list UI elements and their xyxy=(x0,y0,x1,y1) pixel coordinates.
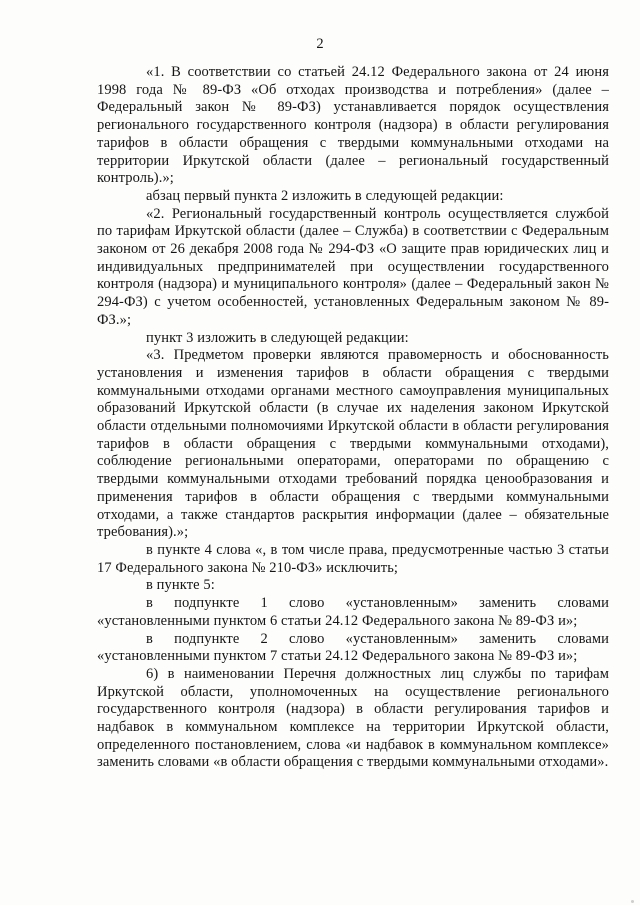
paragraph-point-3: «3. Предметом проверки являются правомерность и обоснованность установления и изменения тарифов в области обращения с твердыми коммунальными отходами органами местного самоуправления муниципальных образований Иркутской области (в случае их наделения законом Иркутской области отдельными полномочиями Иркутской области в области регулирования тарифов в области обращения с твердыми коммунальными отходами), соблюдение региональными операторами, операторами по обращению с твердыми коммунальными отходами требований порядка ценообразования и применения тарифов в области обращения с твердыми коммунальными отходами, а также стандартов раскрытия информации (далее – обязательные требования).»; xyxy=(97,347,609,541)
paragraph-point-2-instruction: абзац первый пункта 2 изложить в следующей редакции: xyxy=(146,187,504,204)
paragraph-item-6: 6) в наименовании Перечня должностных лиц службы по тарифам Иркутской области, уполномоченных на осуществление регионального государственного контроля (надзора) в области регулирования тарифов и надбавок в коммунальном комплексе на территории Иркутской области, определенного постановлением, слова «и надбавок в коммунальном комплексе» заменить словами «в области обращения с твердыми коммунальными отходами». xyxy=(97,665,609,771)
paragraph-subpoint-2: в подпункте 2 слово «установленным» заменить словами «установленными пунктом 7 статьи 24.12 Федерального закона № 89-ФЗ и»; xyxy=(97,630,609,665)
document-body xyxy=(97,64,609,772)
paragraph-point-4-amendment: в пункте 4 слова «, в том числе права, предусмотренные частью 3 статьи 17 Федерального закона № 210-ФЗ» исключить; xyxy=(97,541,609,576)
paragraph-point-1: «1. В соответствии со статьей 24.12 Федерального закона от 24 июня 1998 года № 89-ФЗ «Об отходах производства и потребления» (далее – Федеральный закон № 89-ФЗ) устанавливается порядок осуществления регионального государственного контроля (надзора) в области регулирования тарифов в области обращения с твердыми коммунальными отходами на территории Иркутской области (далее – региональный государственный контроль).»; xyxy=(97,64,609,187)
scan-speck xyxy=(631,900,634,903)
paragraph-point-2: «2. Региональный государственный контроль осуществляется службой по тарифам Иркутской области (далее – Служба) в соответствии с Федеральным законом от 26 декабря 2008 года № 294-ФЗ «О защите прав юридических лиц и индивидуальных предпринимателей при осуществлении государственного контроля (надзора) и муниципального контроля» (далее – Федеральный закон № 294-ФЗ) с учетом особенностей, установленных Федеральным законом № 89-ФЗ.»; xyxy=(97,205,609,328)
paragraph-point-5-intro: в пункте 5: xyxy=(146,577,215,594)
page-number: 2 xyxy=(316,36,324,52)
paragraph-subpoint-1: в подпункте 1 слово «установленным» заменить словами «установленными пунктом 6 статьи 24.12 Федерального закона № 89-ФЗ и»; xyxy=(97,595,609,629)
paragraph-point-3-instruction: пункт 3 изложить в следующей редакции: xyxy=(146,329,409,346)
